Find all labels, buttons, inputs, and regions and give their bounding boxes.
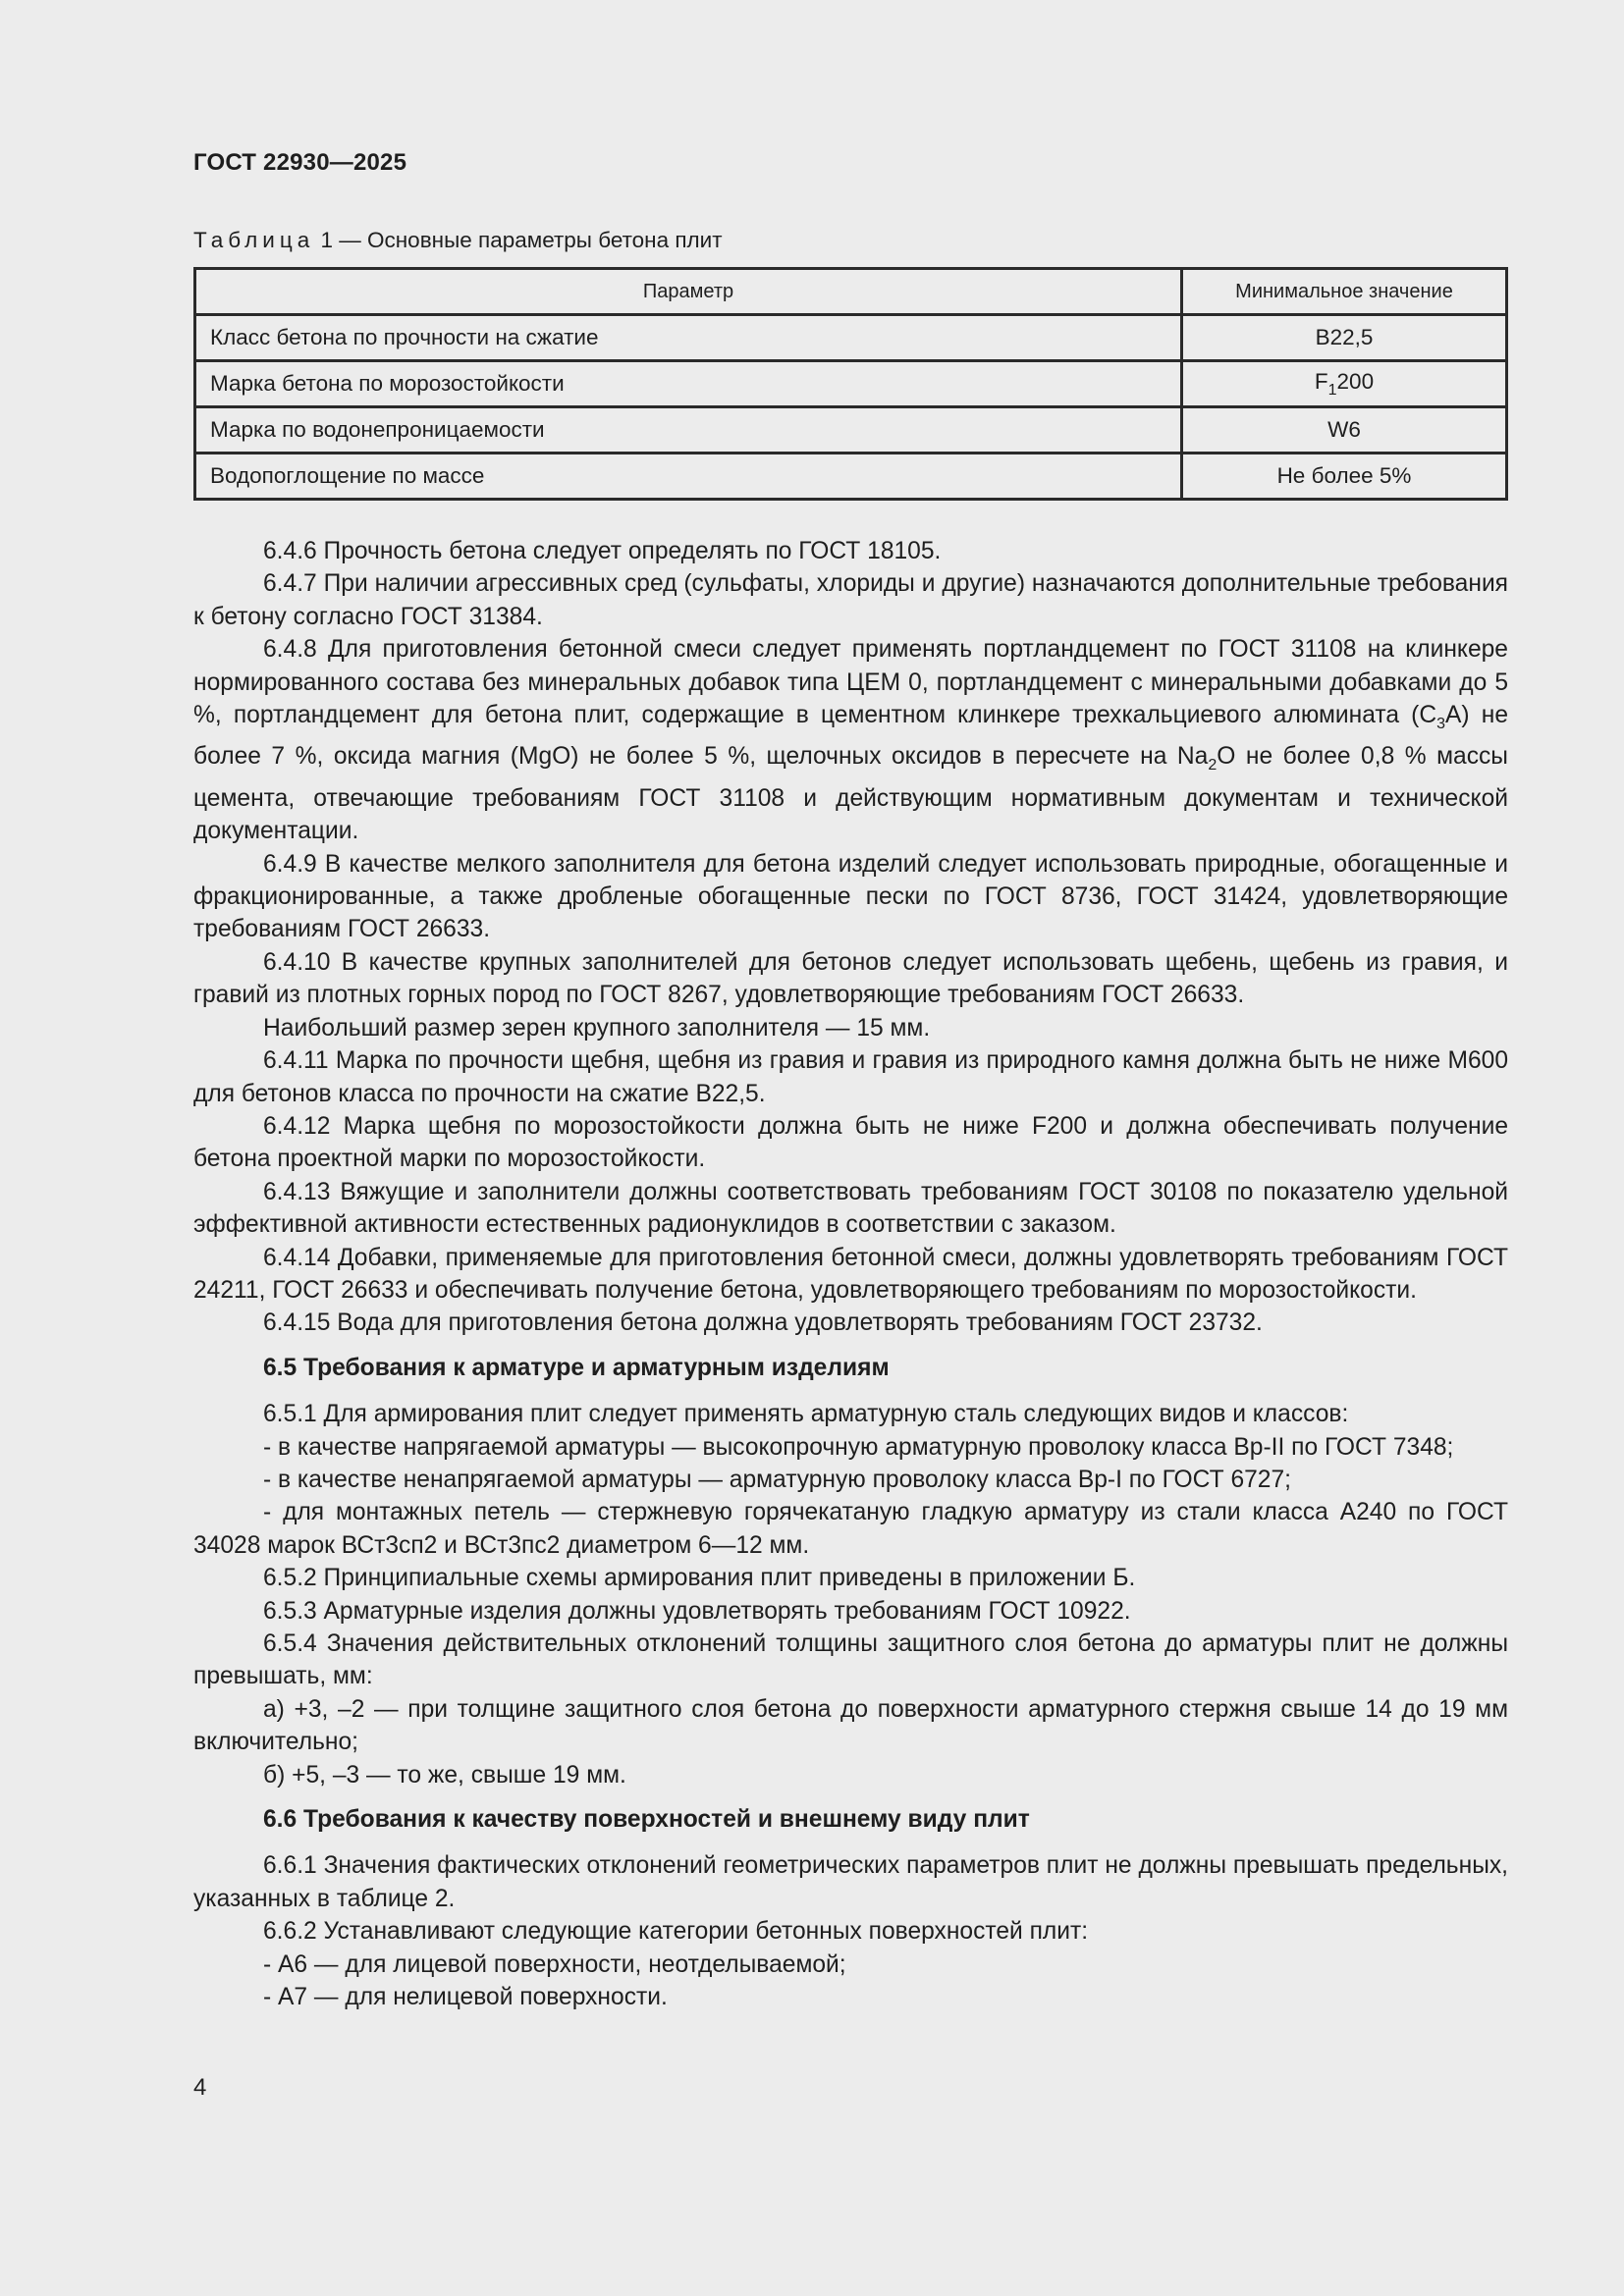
table-cell-value: Не более 5% [1182, 454, 1507, 500]
table-row [195, 361, 1507, 407]
subscript-2: 2 [1208, 757, 1218, 774]
paragraph-6-4-15: 6.4.15 Вода для приготовления бетона должна удовлетворять требованиям ГОСТ 23732. [263, 1309, 1263, 1337]
table-row [195, 407, 1507, 454]
list-item: - в качестве напрягаемой арматуры — высокопрочную арматурную проволоку класса Вр-II по ГОСТ 7348; [263, 1433, 1454, 1461]
table-caption-word: Таблица [193, 228, 315, 252]
list-item: - в качестве ненапрягаемой арматуры — арматурную проволоку класса Вр-I по ГОСТ 6727; [263, 1466, 1291, 1493]
paragraph-6-4-14: 6.4.14 Добавки, применяемые для приготовления бетонной смеси, должны удовлетворять требованиям ГОСТ 24211, ГОСТ 26633 и обеспечивать получение бетона, удовлетворяющего требованиям по морозостойкости. [193, 1244, 1508, 1304]
paragraph-6-5-2: 6.5.2 Принципиальные схемы армирования плит приведены в приложении Б. [263, 1565, 1136, 1592]
table-caption [193, 228, 723, 253]
section-heading-6-6: 6.6 Требования к качеству поверхностей и внешнему виду плит [263, 1806, 1030, 1834]
page-number: 4 [193, 2074, 207, 2101]
parameters-table [193, 267, 1508, 501]
table-header-min-value: Минимальное значение [1182, 269, 1507, 315]
paragraph-6-4-13: 6.4.13 Вяжущие и заполнители должны соответствовать требованиям ГОСТ 30108 по показателю удельной эффективной активности естественных радионуклидов в соответствии с заказом. [193, 1178, 1508, 1239]
paragraph-6-4-11: 6.4.11 Марка по прочности щебня, щебня из гравия и гравия из природного камня должна быть не ниже М600 для бетонов класса по прочности на сжатие В22,5. [193, 1047, 1508, 1107]
table-header-parameter: Параметр [195, 269, 1182, 315]
paragraph-6-4-10: 6.4.10 В качестве крупных заполнителей для бетонов следует использовать щебень, щебень из гравия, и гравий из плотных горных пород по ГОСТ 8267, удовлетворяющие требованиям ГОСТ 26633. [193, 948, 1508, 1009]
paragraph-6-4-9: 6.4.9 В качестве мелкого заполнителя для бетона изделий следует использовать природные, обогащенные и фракционированные, а также дробленые обогащенные пески по ГОСТ 8736, ГОСТ 31424, удовлетворяющие требованиям ГОСТ 26633. [193, 850, 1508, 943]
paragraph-6-4-8-part-b: A) не более 7 %, оксида магния (MgO) не более 5 %, щелочных оксидов в пересчете на Na [193, 702, 1509, 771]
value-tail: 200 [1336, 368, 1375, 394]
document-header: ГОСТ 22930—2025 [193, 149, 407, 176]
table-row [195, 315, 1507, 361]
table-caption-title: 1 — Основные параметры бетона плит [314, 228, 723, 252]
paragraph-6-4-12: 6.4.12 Марка щебня по морозостойкости должна быть не ниже F200 и должна обеспечивать получение бетона проектной марки по морозостойкости. [193, 1112, 1508, 1173]
list-item: б) +5, –3 — то же, свыше 19 мм. [263, 1761, 626, 1789]
table-cell-value: В22,5 [1182, 315, 1507, 361]
paragraph-6-4-8-part-a: 6.4.8 Для приготовления бетонной смеси следует применять портландцемент по ГОСТ 31108 на клинкере нормированного состава без минеральных добавок типа ЦЕМ 0, портландцемент с минеральными добавками до 5 %, портландцемент для бетона плит, содержащие в цементном клинкере трехкальциевого алюмината (C [193, 636, 1508, 729]
table-row [195, 454, 1507, 500]
table-cell-parameter: Водопоглощение по массе [195, 454, 1182, 500]
list-item: - для монтажных петель — стержневую горячекатаную гладкую арматуру из стали класса А240 по ГОСТ 34028 марок ВСт3сп2 и ВСт3пс2 диаметром 6—12 мм. [193, 1499, 1508, 1559]
paragraph-6-5-3: 6.5.3 Арматурные изделия должны удовлетворять требованиям ГОСТ 10922. [263, 1597, 1131, 1625]
value-subscript: 1 [1327, 381, 1337, 399]
document-body [193, 535, 1508, 2013]
paragraph-6-4-10-note: Наибольший размер зерен крупного заполнителя — 15 мм. [263, 1014, 931, 1041]
subscript-3: 3 [1436, 716, 1446, 733]
paragraph-6-4-8 [193, 633, 1508, 847]
list-item: - А6 — для лицевой поверхности, неотделываемой; [263, 1950, 846, 1978]
paragraph-6-4-7: 6.4.7 При наличии агрессивных сред (сульфаты, хлориды и другие) назначаются дополнительные требования к бетону согласно ГОСТ 31384. [193, 570, 1508, 630]
section-heading-6-5: 6.5 Требования к арматуре и арматурным изделиям [263, 1354, 890, 1381]
table-cell-parameter: Класс бетона по прочности на сжатие [195, 315, 1182, 361]
paragraph-6-6-1: 6.6.1 Значения фактических отклонений геометрических параметров плит не должны превышать предельных, указанных в таблице 2. [193, 1852, 1508, 1912]
paragraph-6-5-1: 6.5.1 Для армирования плит следует применять арматурную сталь следующих видов и классов: [263, 1401, 1349, 1428]
table-cell-value [1182, 361, 1507, 407]
value-main: F [1314, 368, 1328, 394]
table-header-row [195, 269, 1507, 315]
table-cell-parameter: Марка по водонепроницаемости [195, 407, 1182, 454]
paragraph-6-6-2: 6.6.2 Устанавливают следующие категории бетонных поверхностей плит: [263, 1918, 1089, 1946]
list-item: - А7 — для нелицевой поверхности. [263, 1984, 668, 2011]
table-cell-parameter: Марка бетона по морозостойкости [195, 361, 1182, 407]
paragraph-6-4-6: 6.4.6 Прочность бетона следует определять по ГОСТ 18105. [263, 538, 942, 564]
table-cell-value: W6 [1182, 407, 1507, 454]
paragraph-6-5-4: 6.5.4 Значения действительных отклонений толщины защитного слоя бетона до арматуры плит не должны превышать, мм: [193, 1630, 1508, 1690]
paragraph-6-4-8-part-c: O не более 0,8 % массы цемента, отвечающие требованиям ГОСТ 31108 и действующим нормативным документам и технической документации. [193, 743, 1508, 845]
list-item: а) +3, –2 — при толщине защитного слоя бетона до поверхности арматурного стержня свыше 14 до 19 мм включительно; [193, 1695, 1508, 1756]
